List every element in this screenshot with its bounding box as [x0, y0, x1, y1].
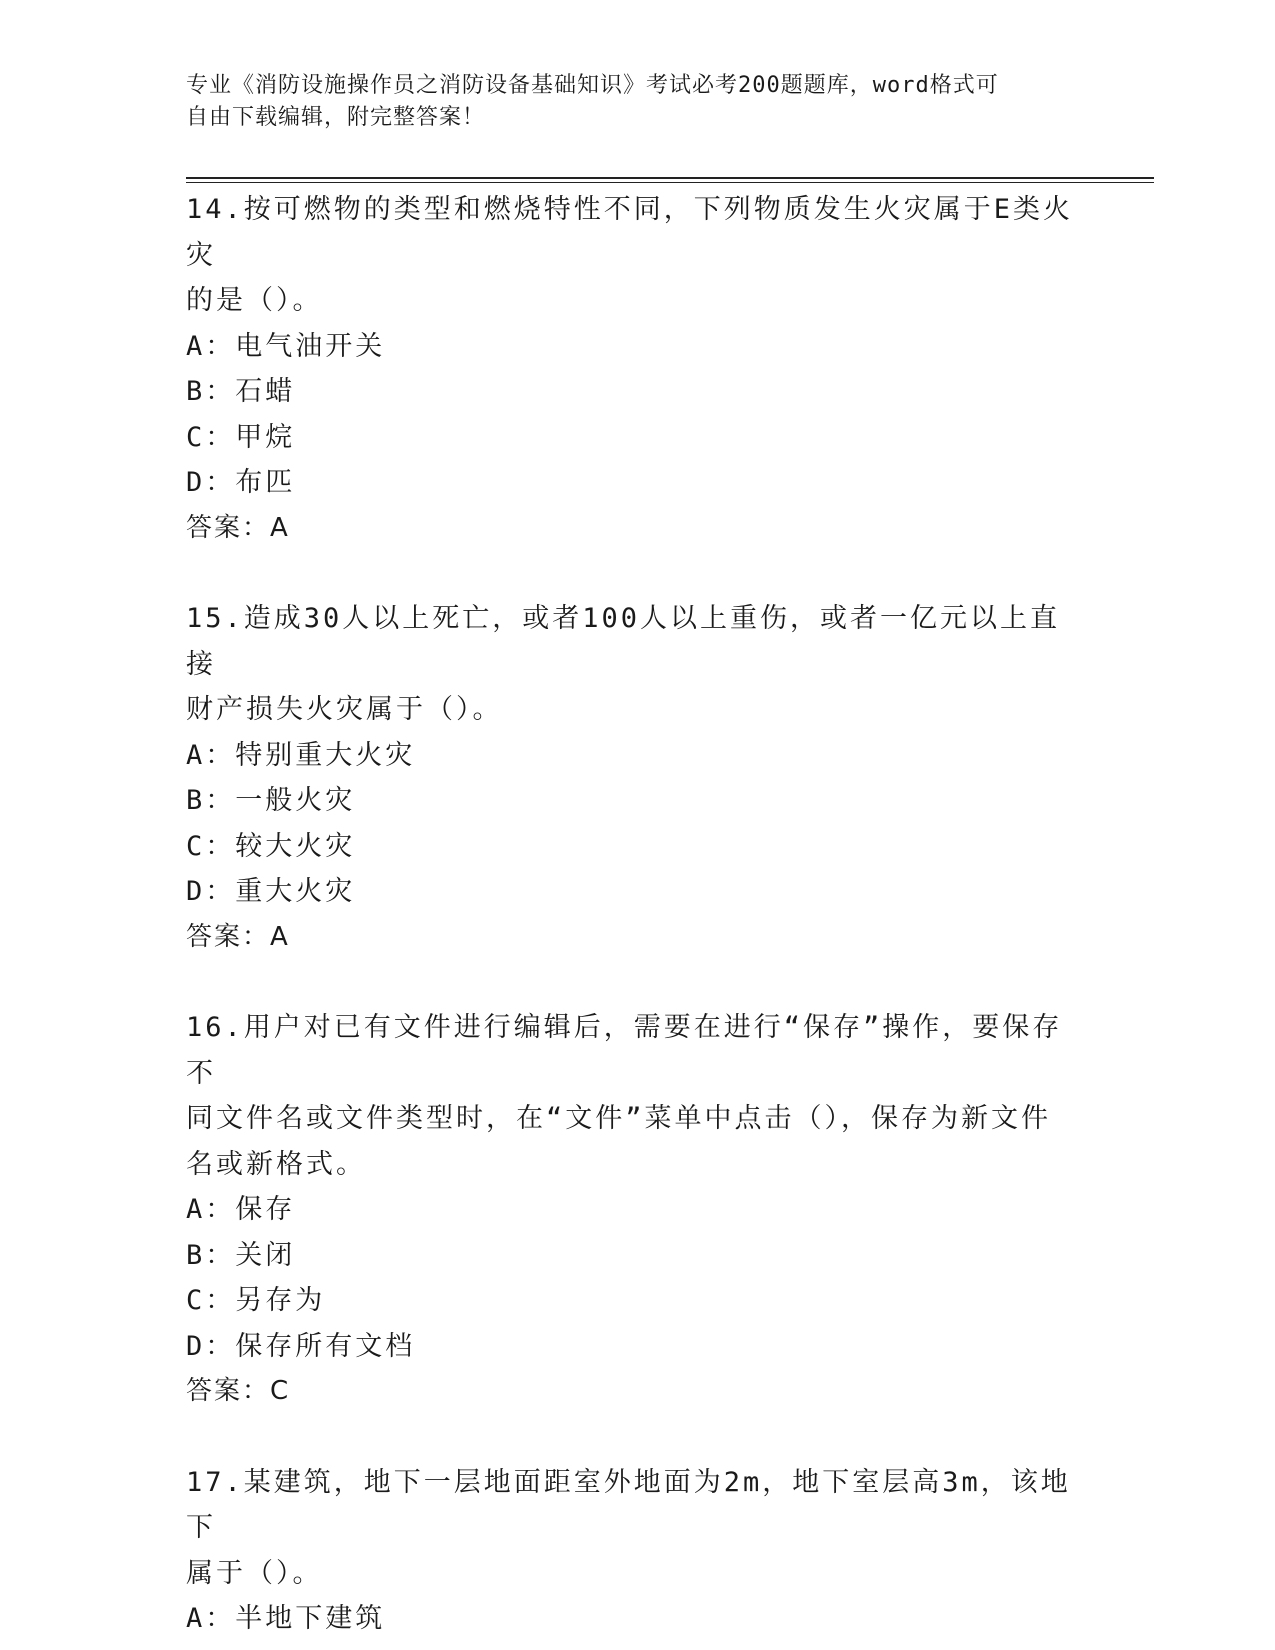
option-b: B：石蜡 — [186, 376, 296, 407]
question-17 — [186, 1460, 1086, 1642]
option-a: A：电气油开关 — [186, 330, 386, 362]
option-b: B：一般火灾 — [186, 785, 356, 816]
question-list — [186, 187, 1086, 1642]
answer-line: 答案：A — [186, 921, 290, 952]
option-a: A：保存 — [186, 1194, 296, 1225]
answer-line: 答案：C — [186, 1376, 291, 1406]
header-divider-thin — [186, 182, 1154, 183]
question-stem-line: 名或新格式。 — [186, 1148, 366, 1180]
header-divider-thick — [186, 177, 1154, 179]
option-d: D：布匹 — [186, 467, 296, 498]
option-d: D：重大火灾 — [186, 876, 356, 907]
question-stem-line: 的是（）。 — [186, 285, 323, 316]
question-stem-line: 财产损失火灾属于（）。 — [186, 694, 503, 725]
document-header — [186, 70, 1066, 134]
question-stem-line: 14.按可燃物的类型和燃烧特性不同，下列物质发生火灾属于E类火灾 — [186, 194, 1074, 271]
header-line-1: 专业《消防设施操作员之消防设备基础知识》考试必考200题题库，word格式可 — [186, 73, 999, 98]
option-a: A：半地下建筑 — [186, 1603, 386, 1634]
option-a: A：特别重大火灾 — [186, 739, 416, 771]
option-c: C：较大火灾 — [186, 830, 356, 862]
question-stem-line: 15.造成30人以上死亡，或者100人以上重伤，或者一亿元以上直接 — [186, 603, 1061, 680]
option-c: C：另存为 — [186, 1285, 326, 1316]
answer-line: 答案：A — [186, 512, 290, 543]
option-d: D：保存所有文档 — [186, 1330, 416, 1362]
question-16 — [186, 1005, 1086, 1415]
option-c: C：甲烷 — [186, 421, 296, 453]
question-stem-line: 属于（）。 — [186, 1557, 323, 1589]
question-stem-line: 同文件名或文件类型时，在“文件”菜单中点击（），保存为新文件 — [186, 1103, 1052, 1134]
option-b: B：关闭 — [186, 1239, 296, 1271]
question-stem-line: 17.某建筑，地下一层地面距室外地面为2m，地下室层高3m，该地下 — [186, 1466, 1071, 1543]
question-14 — [186, 187, 1086, 551]
question-stem-line: 16.用户对已有文件进行编辑后，需要在进行“保存”操作，要保存不 — [186, 1012, 1063, 1089]
question-15 — [186, 596, 1086, 960]
header-line-2: 自由下载编辑，附完整答案！ — [186, 105, 486, 130]
